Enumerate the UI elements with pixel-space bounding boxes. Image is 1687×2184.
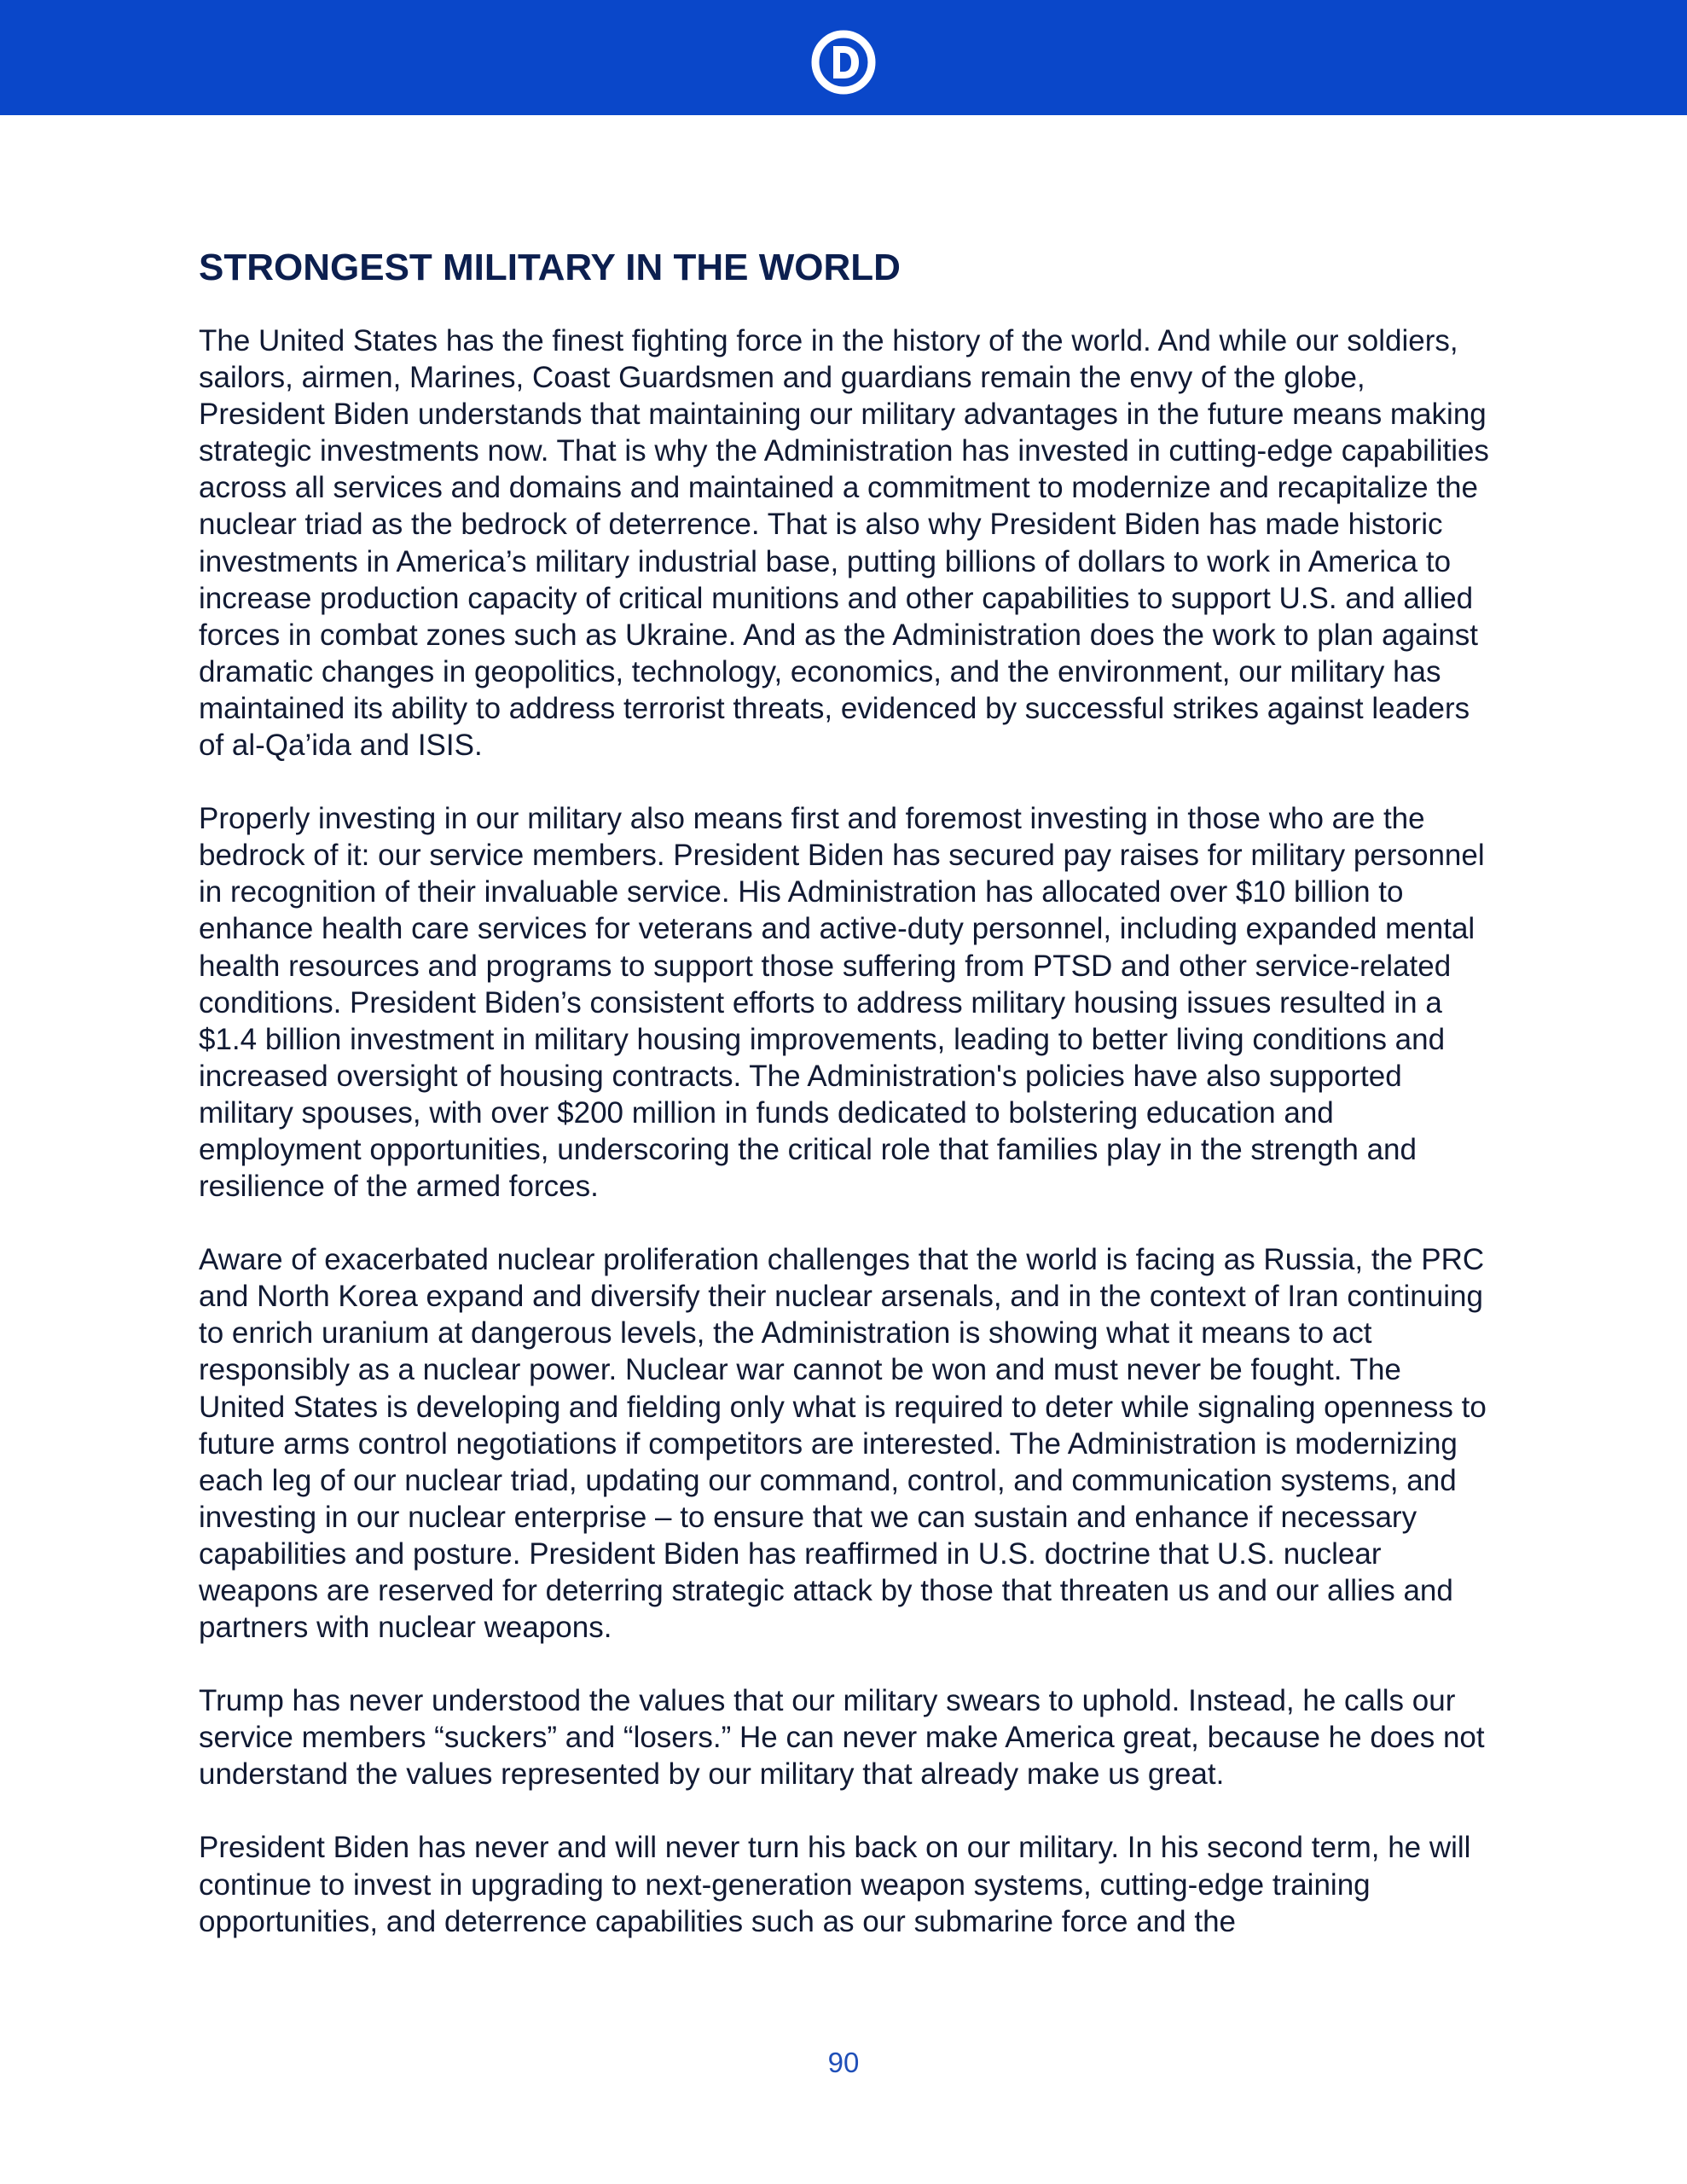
header-bar <box>0 0 1687 115</box>
page-number: 90 <box>827 2047 860 2078</box>
body-paragraph: Trump has never understood the values that our military swears to uphold. Instead, he calls our service members “suckers” and “losers.” He can never make America great, because he does not understand the values represented by our military that already make us great. <box>199 1684 1485 1792</box>
democratic-party-logo-icon <box>811 30 876 95</box>
body-paragraph: Properly investing in our military also means first and foremost investing in those who are the bedrock of it: our service members. President Biden has secured pay raises for military personnel in recognition of their invaluable service. His Administration has allocated over $10 billion to enhance health care services for veterans and active-duty personnel, including expanded mental health resources and programs to support those suffering from PTSD and other service-related conditions. President Biden’s consistent efforts to address military housing issues resulted in a $1.4 billion investment in military housing improvements, leading to better living conditions and increased oversight of housing contracts. The Administration's policies have also supported military spouses, with over $200 million in funds dedicated to bolstering education and employment opportunities, underscoring the critical role that families play in the strength and resilience of the armed forces. <box>199 802 1485 1204</box>
body-paragraph: The United States has the finest fighting force in the history of the world. And while our soldiers, sailors, airmen, Marines, Coast Guardsmen and guardians remain the envy of the globe, President Biden understands that maintaining our military advantages in the future means making strategic investments now. That is why the Administration has invested in cutting-edge capabilities across all services and domains and maintained a commitment to modernize and recapitalize the nuclear triad as the bedrock of deterrence. That is also why President Biden has made historic investments in America’s military industrial base, putting billions of dollars to work in America to increase production capacity of critical munitions and other capabilities to support U.S. and allied forces in combat zones such as Ukraine. And as the Administration does the work to plan against dramatic changes in geopolitics, technology, economics, and the environment, our military has maintained its ability to address terrorist threats, evidenced by successful strikes against leaders of al-Qa’ida and ISIS. <box>199 324 1489 763</box>
body-paragraph: Aware of exacerbated nuclear proliferation challenges that the world is facing as Russia, the PRC and North Korea expand and diversify their nuclear arsenals, and in the context of Iran continuing to enrich uranium at dangerous levels, the Administration is showing what it means to act responsibly as a nuclear power. Nuclear war cannot be won and must never be fought. The United States is developing and fielding only what is required to deter while signaling openness to future arms control negotiations if competitors are interested. The Administration is modernizing each leg of our nuclear triad, updating our command, control, and communication systems, and investing in our nuclear enterprise – to ensure that we can sustain and enhance if necessary capabilities and posture. President Biden has reaffirmed in U.S. doctrine that U.S. nuclear weapons are reserved for deterring strategic attack by those that threaten us and our allies and partners with nuclear weapons. <box>199 1243 1487 1645</box>
body-paragraph: President Biden has never and will never turn his back on our military. In his second term, he will continue to invest in upgrading to next-generation weapon systems, cutting-edge training opportunities, and deterrence capabilities such as our submarine force and the <box>199 1831 1471 1938</box>
section-title: STRONGEST MILITARY IN THE WORLD <box>199 247 901 288</box>
main-content <box>199 246 1495 1940</box>
